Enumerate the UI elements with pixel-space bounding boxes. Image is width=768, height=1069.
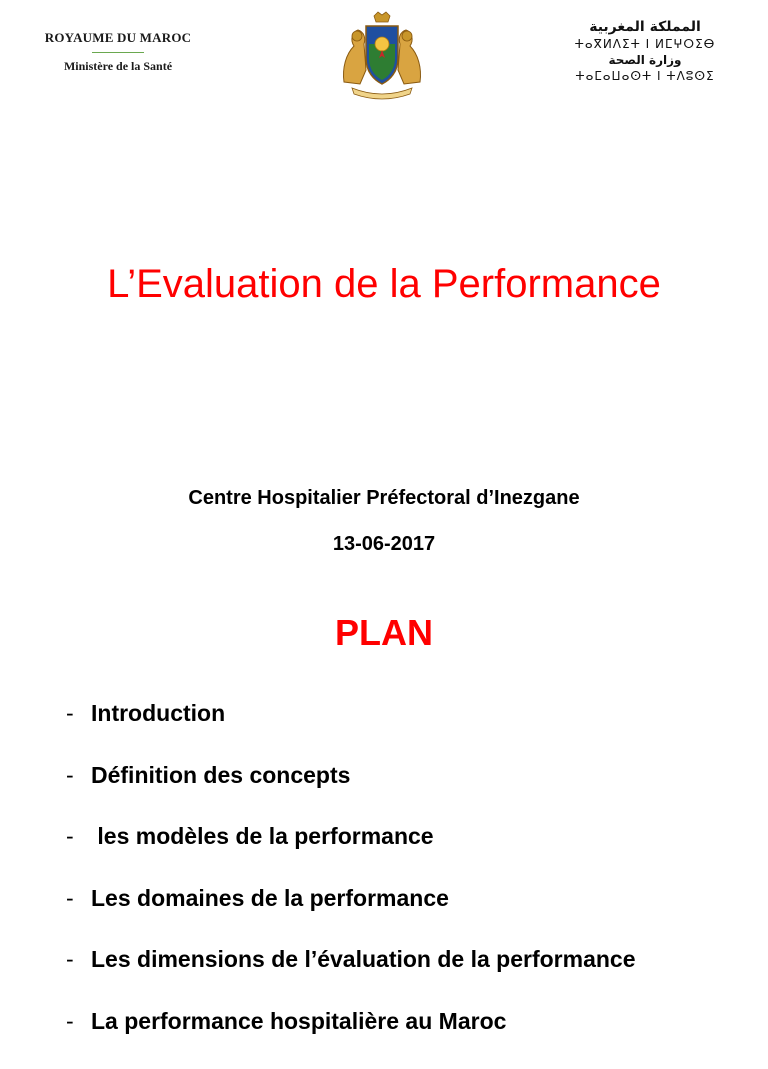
list-item-label: Les dimensions de l’évaluation de la performance bbox=[91, 946, 636, 973]
plan-list bbox=[66, 700, 636, 1069]
kingdom-name-fr: ROYAUME DU MAROC bbox=[20, 30, 216, 46]
plan-heading: PLAN bbox=[0, 612, 768, 654]
institution-name: Centre Hospitalier Préfectoral d’Inezgane bbox=[0, 487, 768, 510]
list-item bbox=[66, 946, 636, 1008]
list-item-label: Définition des concepts bbox=[91, 762, 350, 789]
list-item bbox=[66, 700, 636, 762]
header-left-block bbox=[20, 30, 216, 74]
list-bullet: - bbox=[66, 885, 91, 912]
list-bullet: - bbox=[66, 700, 91, 727]
list-item bbox=[66, 762, 636, 824]
ministry-name-fr: Ministère de la Santé bbox=[20, 59, 216, 74]
header-divider bbox=[92, 52, 144, 53]
header-right-block bbox=[555, 18, 735, 84]
list-bullet: - bbox=[66, 946, 91, 973]
list-bullet: - bbox=[66, 1008, 91, 1035]
kingdom-name-ar: المملكة المغربية bbox=[555, 18, 735, 36]
list-item-label: Introduction bbox=[91, 700, 225, 727]
list-bullet: - bbox=[66, 823, 91, 850]
list-item bbox=[66, 823, 636, 885]
document-title: L’Evaluation de la Performance bbox=[0, 262, 768, 307]
kingdom-name-tifinagh: ⵜⴰⴳⵍⴷⵉⵜ ⵏ ⵍⵎⵖⵔⵉⴱ bbox=[555, 36, 735, 52]
document-date: 13-06-2017 bbox=[0, 533, 768, 556]
list-item bbox=[66, 1008, 636, 1069]
coat-of-arms-icon bbox=[336, 10, 428, 100]
ministry-name-tifinagh: ⵜⴰⵎⴰⵡⴰⵙⵜ ⵏ ⵜⴷⵓⵙⵉ bbox=[555, 68, 735, 84]
list-item-label: les modèles de la performance bbox=[91, 823, 434, 850]
list-item-label: La performance hospitalière au Maroc bbox=[91, 1008, 506, 1035]
ministry-name-ar: وزارة الصحة bbox=[555, 52, 735, 68]
list-bullet: - bbox=[66, 762, 91, 789]
list-item-label: Les domaines de la performance bbox=[91, 885, 449, 912]
list-item bbox=[66, 885, 636, 947]
